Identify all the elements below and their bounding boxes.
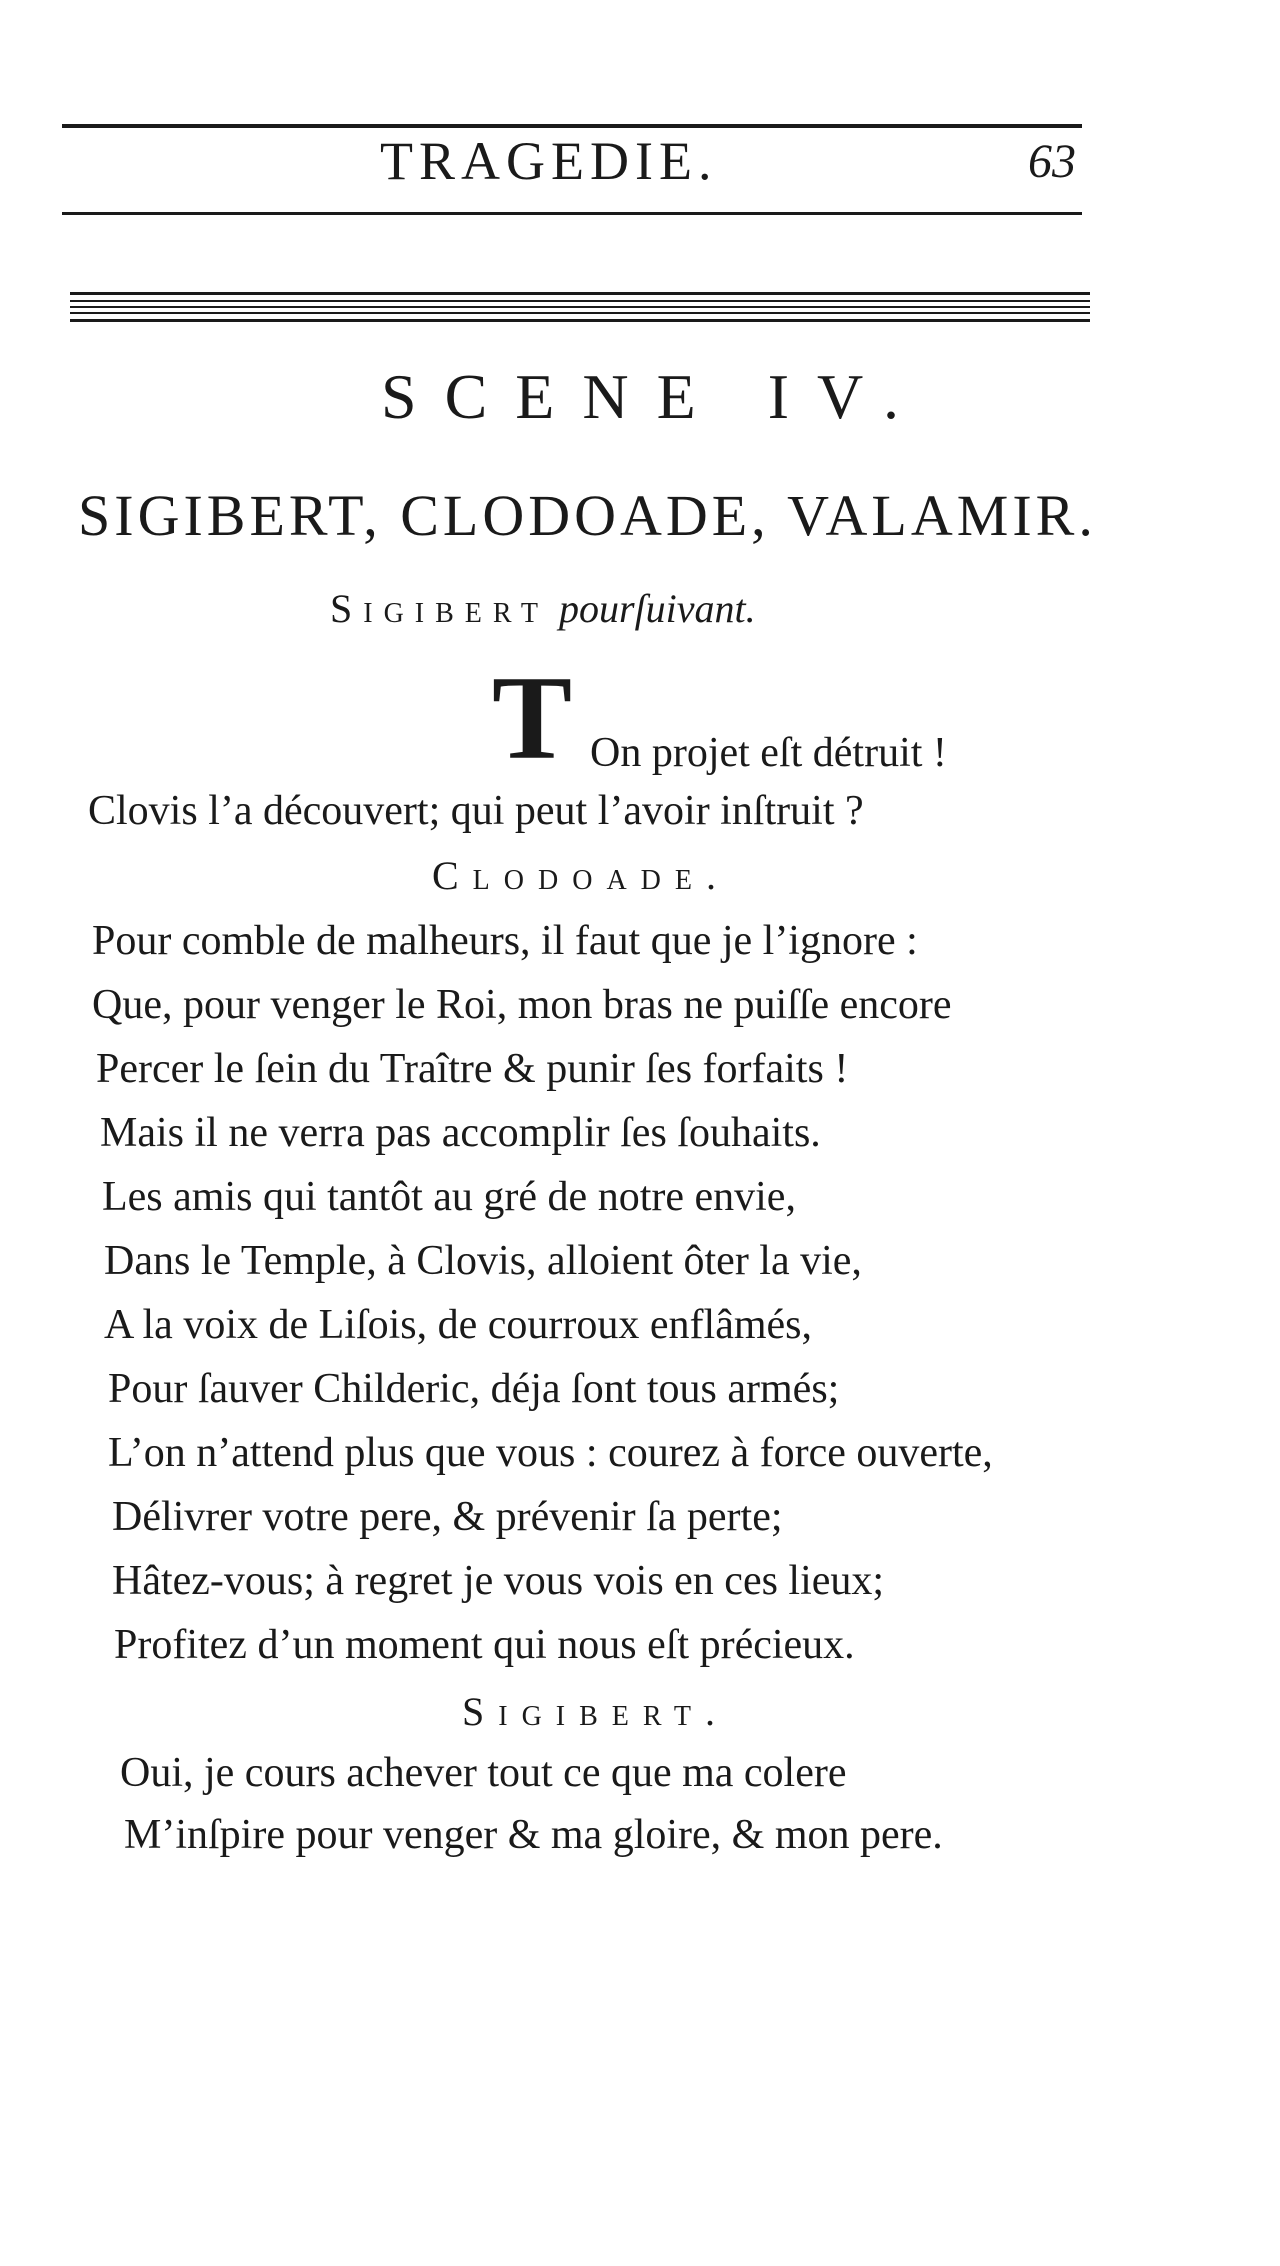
verse-line: Clovis l’a découvert; qui peut l’avoir inſtruit ? bbox=[88, 788, 864, 834]
verse-line: Pour comble de malheurs, il faut que je l’ignore : bbox=[92, 918, 918, 964]
ornamental-band bbox=[70, 292, 1090, 322]
speaker-label: Sigibert. bbox=[462, 1689, 729, 1734]
verse-line-first: On projet eſt détruit ! bbox=[590, 730, 947, 776]
verse-line: Délivrer votre pere, & prévenir ſa perte; bbox=[112, 1494, 783, 1540]
speaker-label: Clodoade. bbox=[432, 853, 730, 898]
drop-cap: T bbox=[492, 651, 573, 784]
verse-line: Les amis qui tantôt au gré de notre envie, bbox=[102, 1174, 796, 1220]
scene-title: SCENE IV. bbox=[381, 361, 927, 432]
stage-direction-speaker: Sigibert bbox=[330, 586, 549, 631]
verse-line: M’inſpire pour venger & ma gloire, & mon pere. bbox=[124, 1812, 943, 1858]
running-title: TRAGEDIE. bbox=[380, 131, 718, 191]
stage-direction bbox=[330, 585, 756, 632]
verse-line: Que, pour venger le Roi, mon bras ne puiſſe encore bbox=[92, 982, 952, 1028]
verse-line: Oui, je cours achever tout ce que ma colere bbox=[120, 1750, 847, 1796]
verse-line: Dans le Temple, à Clovis, alloient ôter la vie, bbox=[104, 1238, 862, 1284]
header-top-rule bbox=[62, 124, 1082, 128]
verse-line: L’on n’attend plus que vous : courez à force ouverte, bbox=[108, 1430, 993, 1476]
verse-line: Hâtez-vous; à regret je vous vois en ces lieux; bbox=[112, 1558, 885, 1604]
verse-line: A la voix de Liſois, de courroux enflâmés, bbox=[104, 1302, 812, 1348]
verse-line: Pour ſauver Childeric, déja ſont tous armés; bbox=[108, 1366, 840, 1412]
header-bottom-rule bbox=[62, 212, 1082, 215]
stage-direction-action: pourſuivant. bbox=[559, 586, 756, 631]
verse-line: Mais il ne verra pas accomplir ſes ſouhaits. bbox=[100, 1110, 821, 1156]
page-number: 63 bbox=[1028, 135, 1076, 188]
verse-line: Profitez d’un moment qui nous eſt précieux. bbox=[114, 1622, 855, 1668]
verse-line: Percer le ſein du Traître & punir ſes forfaits ! bbox=[96, 1046, 849, 1092]
cast-list: SIGIBERT, CLODOADE, VALAMIR. bbox=[78, 483, 1097, 548]
